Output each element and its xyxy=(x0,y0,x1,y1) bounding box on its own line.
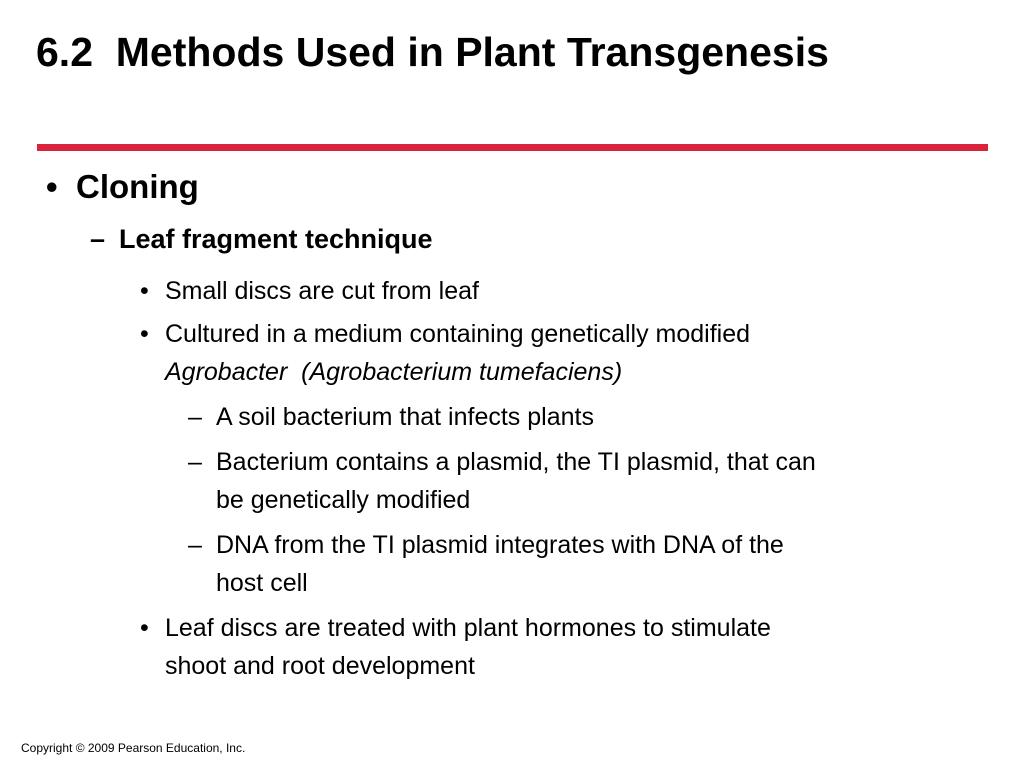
item-text-line: Leaf discs are treated with plant hormones to stimulate xyxy=(165,614,771,642)
item-text-block xyxy=(165,609,771,685)
title-divider xyxy=(37,144,988,151)
dash-marker: – xyxy=(188,531,202,559)
item-text: Small discs are cut from leaf xyxy=(165,277,479,305)
subitem-soil-bacterium xyxy=(188,398,594,436)
bullet-marker: • xyxy=(46,168,58,205)
item-plant-hormones xyxy=(140,609,771,685)
subbullet-leaf-fragment-technique xyxy=(90,224,433,255)
subitem-text-block xyxy=(216,443,816,519)
item-small-discs xyxy=(140,272,479,310)
item-text-line: shoot and root development xyxy=(165,652,475,680)
subitem-text-line: DNA from the TI plasmid integrates with DNA of the xyxy=(216,531,784,559)
copyright-notice: Copyright © 2009 Pearson Education, Inc. xyxy=(21,741,246,755)
subitem-ti-plasmid xyxy=(188,443,816,519)
item-text-line: Cultured in a medium containing genetically modified xyxy=(165,320,751,348)
bullet-marker: • xyxy=(140,277,149,305)
subitem-text-line: Bacterium contains a plasmid, the TI plasmid, that can xyxy=(216,448,816,476)
subbullet-text: Leaf fragment technique xyxy=(119,224,433,254)
dash-marker: – xyxy=(188,448,202,476)
subitem-text-block xyxy=(216,526,784,602)
item-cultured-medium xyxy=(140,315,750,391)
slide-title: 6.2 Methods Used in Plant Transgenesis xyxy=(36,29,829,75)
item-text-block xyxy=(165,315,750,391)
subitem-text: A soil bacterium that infects plants xyxy=(216,403,594,431)
bullet-marker: • xyxy=(140,320,149,348)
dash-marker: – xyxy=(188,403,202,431)
dash-marker: – xyxy=(90,224,106,254)
item-text-line-italic: Agrobacter (Agrobacterium tumefaciens) xyxy=(165,358,623,386)
bullet-text: Cloning xyxy=(76,168,199,205)
subitem-dna-integration xyxy=(188,526,784,602)
bullet-marker: • xyxy=(140,614,149,642)
bullet-cloning xyxy=(46,168,199,206)
subitem-text-line: host cell xyxy=(216,569,308,597)
subitem-text-line: be genetically modified xyxy=(216,486,471,514)
